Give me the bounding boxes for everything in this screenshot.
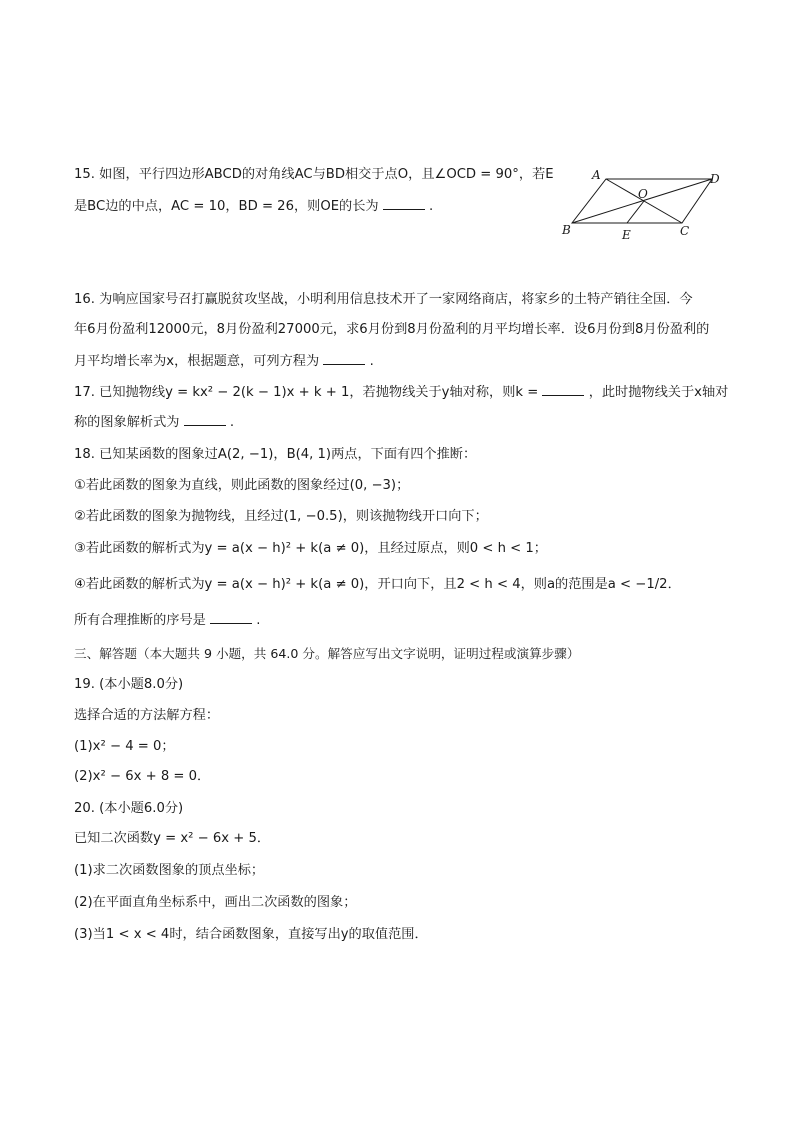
p17-line2-end: . bbox=[229, 415, 235, 430]
p18-item1: ①若此函数的图象为直线，则此函数的图象经过(0, −3)； bbox=[74, 478, 410, 493]
label-a: A bbox=[592, 168, 601, 182]
label-e: E bbox=[622, 228, 631, 242]
p18-answer-blank bbox=[210, 623, 252, 624]
p17-line1-a: 17. 已知抛物线y = kx² − 2(k − 1)x + k + 1，若抛物线关于y轴对称，则k = bbox=[74, 385, 539, 400]
p19-header: 19. (本小题8.0分) bbox=[74, 677, 184, 692]
p18-item3: ③若此函数的解析式为y = a(x − h)² + k(a ≠ 0)，且经过原点，则0 < h < 1； bbox=[74, 541, 547, 556]
label-c: C bbox=[680, 224, 690, 238]
p20-part2: (2)在平面直角坐标系中，画出二次函数的图象； bbox=[74, 895, 357, 910]
p16-line3-text: 月平均增长率为x，根据题意，可列方程为 bbox=[74, 354, 320, 369]
p19-intro: 选择合适的方法解方程： bbox=[74, 708, 220, 723]
p19-part1: (1)x² − 4 = 0； bbox=[74, 739, 175, 754]
p18-final-text: 所有合理推断的序号是 bbox=[74, 613, 206, 628]
p19-part2: (2)x² − 6x + 8 = 0． bbox=[74, 769, 211, 784]
label-o: O bbox=[638, 187, 648, 201]
p17-line2 bbox=[74, 414, 234, 432]
p15-line2-text: 是BC边的中点，AC = 10，BD = 26，则OE的长为 bbox=[74, 199, 379, 214]
p16-answer-blank bbox=[323, 364, 365, 365]
diagonal-bd bbox=[572, 179, 712, 223]
p16-line2: 年6月份盈利12000元，8月份盈利27000元，求6月份到8月份盈利的月平均增长率．设6月份到8月份盈利的 bbox=[74, 322, 710, 337]
section3-heading: 三、解答题（本大题共 9 小题，共 64.0 分。解答应写出文字说明，证明过程或演算步骤） bbox=[74, 646, 580, 661]
p15-answer-blank bbox=[383, 209, 425, 210]
p16-line3-end: . bbox=[369, 354, 374, 369]
p20-part1: (1)求二次函数图象的顶点坐标； bbox=[74, 863, 265, 878]
p17-answer-blank bbox=[184, 425, 226, 426]
p18-final bbox=[74, 612, 260, 630]
label-b: B bbox=[562, 223, 571, 237]
p18-line1: 18. 已知某函数的图象过A(2, −1)，B(4, 1)两点，下面有四个推断： bbox=[74, 447, 477, 462]
parallelogram-figure bbox=[560, 165, 730, 245]
p17-k-blank bbox=[542, 395, 584, 396]
label-d: D bbox=[710, 172, 720, 186]
p18-final-end: . bbox=[256, 613, 261, 628]
p20-part3: (3)当1 < x < 4时，结合函数图象，直接写出y的取值范围． bbox=[74, 927, 428, 942]
p20-intro: 已知二次函数y = x² − 6x + 5． bbox=[74, 831, 271, 846]
p16-line1: 16. 为响应国家号召打赢脱贫攻坚战，小明利用信息技术开了一家网络商店，将家乡的土特产销往全国．今 bbox=[74, 292, 693, 307]
p20-header: 20. (本小题6.0分) bbox=[74, 801, 184, 816]
p17-line1-b: ，此时抛物线关于x轴对 bbox=[588, 385, 729, 400]
p15-line2-end: . bbox=[429, 199, 434, 214]
p15-line1: 15. 如图，平行四边形ABCD的对角线AC与BD相交于点O，且∠OCD = 90°，若E bbox=[74, 167, 554, 182]
p18-item2: ②若此函数的图象为抛物线，且经过(1, −0.5)，则该抛物线开口向下； bbox=[74, 509, 488, 524]
p17-line2-text: 称的图象解析式为 bbox=[74, 415, 180, 430]
p18-item4: ④若此函数的解析式为y = a(x − h)² + k(a ≠ 0)，开口向下，且2 < h < 4，则a的范围是a < −1/2． bbox=[74, 577, 681, 592]
p15-line2 bbox=[74, 198, 433, 216]
segment-oe bbox=[627, 201, 644, 223]
p17-line1 bbox=[74, 384, 728, 402]
p16-line3 bbox=[74, 353, 374, 371]
